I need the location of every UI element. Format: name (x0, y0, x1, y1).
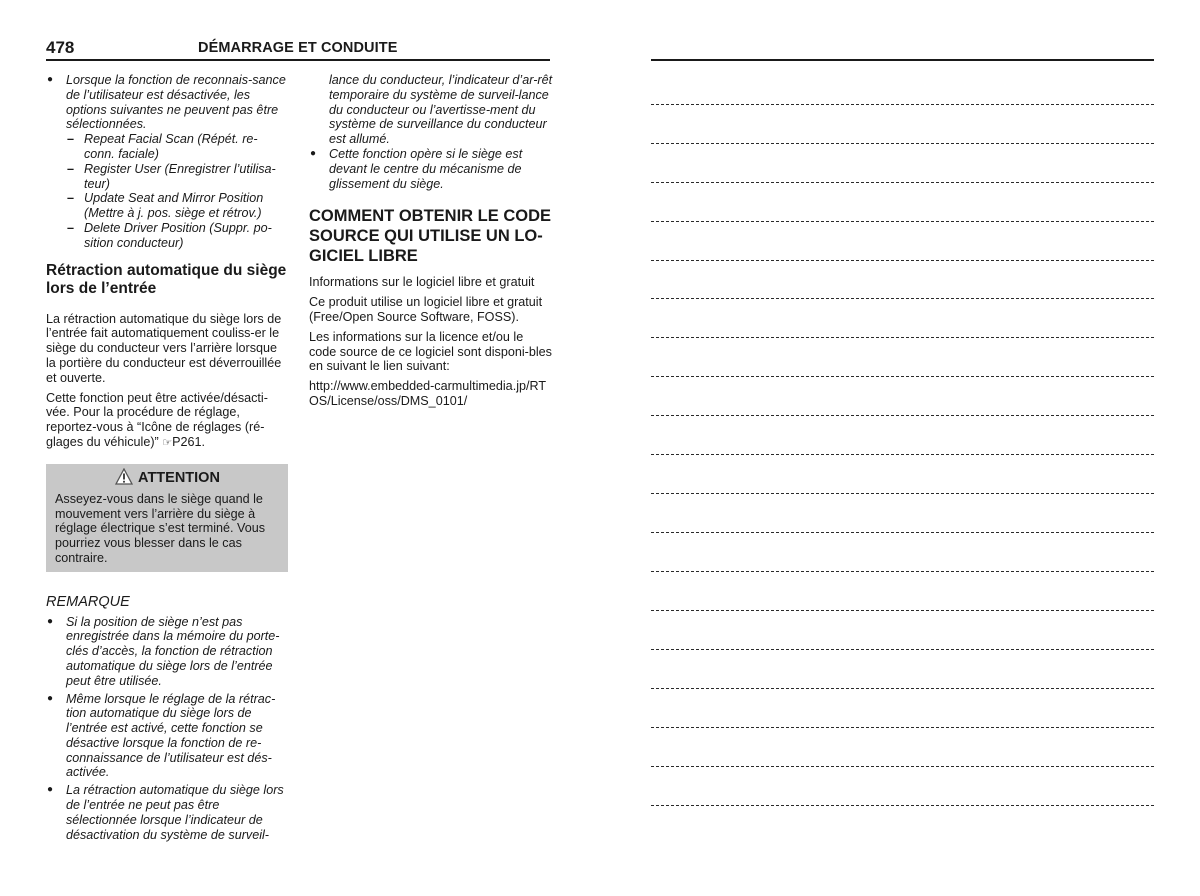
attention-title: ATTENTION (138, 469, 220, 486)
attention-box (46, 464, 288, 572)
paragraph-text: Cette fonction peut être activée/désacti-vée. Pour la procédure de réglage, reportez-vous à “Icône de réglages (ré-glages du véhicule)” (46, 390, 268, 449)
note-line (651, 727, 1154, 728)
note-line (651, 376, 1154, 377)
note-line (651, 610, 1154, 611)
note-line (651, 298, 1154, 299)
continued-text: lance du conducteur, l’indicateur d’ar-rêt temporaire du système de surveil-lance du conducteur ou l’avertisse-ment du système de surveillance du conducteur est allumé. (329, 73, 553, 147)
attention-header (55, 468, 280, 488)
paragraph-with-reference (46, 391, 288, 451)
note-line (651, 260, 1154, 261)
option-item: – Update Seat and Mirror Position (Mettre à j. pos. siège et rétrov.) (46, 191, 288, 221)
remark-item: ● La rétraction automatique du siège lors de l’entrée ne peut pas être sélectionnée lorsque l’indicateur de désactivation du système de surveil- (46, 783, 288, 842)
note-line (651, 143, 1154, 144)
note-line (651, 571, 1154, 572)
note-line (651, 649, 1154, 650)
notes-top-rule (651, 59, 1154, 61)
subheading-seat-retraction: Rétraction automatique du siège lors de l’entrée (46, 261, 287, 298)
paragraph: Ce produit utilise un logiciel libre et gratuit (Free/Open Source Software, FOSS). (309, 295, 543, 324)
note-line (651, 688, 1154, 689)
note-line (651, 182, 1154, 183)
note-line (651, 532, 1154, 533)
header-rule (46, 59, 550, 61)
option-item: – Delete Driver Position (Suppr. po-sition conducteur) (46, 221, 288, 251)
remark-item: ● Même lorsque le réglage de la rétrac-tion automatique du siège lors de l’entrée est activé, cette fonction se désactive lorsque la fonction de re-connaissance de l’utilisateur est dés-activée. (46, 692, 288, 781)
page-number: 478 (46, 38, 75, 57)
bullet-item: ● Cette fonction opère si le siège est devant le centre du mécanisme de glissement du siège. (309, 147, 553, 191)
note-line (651, 104, 1154, 105)
note-line (651, 766, 1154, 767)
attention-text: Asseyez-vous dans le siège quand le mouvement vers l’arrière du siège à réglage électrique s’est terminé. Vous pourriez vous blesser dans le cas contraire. (55, 491, 266, 565)
warning-triangle-icon (115, 468, 133, 485)
page-reference-icon: ☞ (162, 436, 173, 449)
remark-title: REMARQUE (46, 593, 130, 610)
option-item: – Register User (Enregistrer l’utilisa-teur) (46, 162, 288, 192)
note-line (651, 454, 1154, 455)
note-line (651, 415, 1154, 416)
right-column (309, 73, 553, 414)
section-title: DÉMARRAGE ET CONDUITE (198, 40, 398, 56)
intro-bullet: ● Lorsque la fonction de reconnais-sance de l’utilisateur est désactivée, les options suivantes ne peuvent pas être sélectionnées. (46, 73, 288, 132)
paragraph: Les informations sur la licence et/ou le code source de ce logiciel sont disponi-bles en suivant le lien suivant: (309, 329, 552, 374)
left-column (46, 73, 288, 842)
remark-item: ● Si la position de siège n’est pas enregistrée dans la mémoire du porte-clés d’accès, la fonction de rétraction automatique du siège lors de l’entrée peut être utilisée. (46, 615, 288, 689)
note-line (651, 805, 1154, 806)
foss-heading: COMMENT OBTENIR LE CODE SOURCE QUI UTILISE UN LO-GICIEL LIBRE (309, 207, 551, 266)
option-item: – Repeat Facial Scan (Répét. re-conn. faciale) (46, 132, 288, 162)
note-line (651, 221, 1154, 222)
paragraph: Informations sur le logiciel libre et gratuit (309, 275, 535, 290)
license-url: http://www.embedded-carmultimedia.jp/RTOS/License/oss/DMS_0101/ (309, 379, 547, 408)
note-line (651, 337, 1154, 338)
note-line (651, 493, 1154, 494)
page-reference: P261. (172, 434, 206, 449)
paragraph: La rétraction automatique du siège lors de l’entrée fait automatiquement couliss-er le siège du conducteur vers l’arrière lorsque la portière du conducteur est déverrouillée et ouverte. (46, 311, 282, 385)
